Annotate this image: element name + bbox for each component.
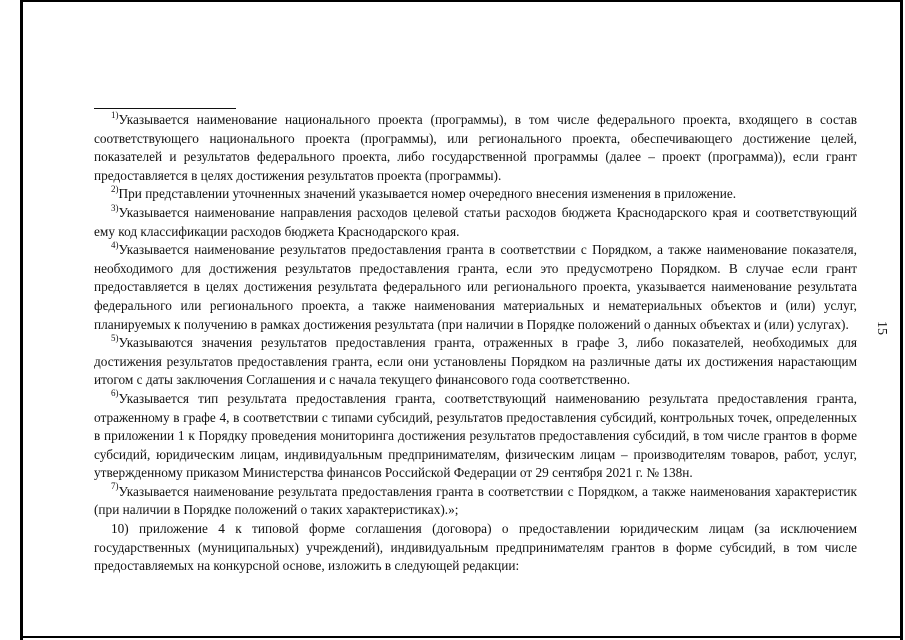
footnote-marker: 7): [111, 481, 119, 492]
footnote-text: При представлении уточненных значений указывается номер очередного внесения изменения в приложение.: [118, 186, 737, 202]
footnote-text: Указывается наименование результата предоставления гранта в соответствии с Порядком, а также наименования характеристик (при наличии в Порядке положений о таких характеристиках).»;: [94, 483, 857, 518]
scan-border-left: [20, 0, 23, 640]
footnote-1: [94, 111, 857, 185]
footnote-2: [94, 185, 857, 204]
footnote-marker: 5): [111, 332, 119, 343]
footnote-marker: 6): [111, 388, 119, 399]
scan-border-right: [900, 0, 903, 640]
document-body: [94, 111, 857, 576]
footnote-separator: [94, 108, 236, 109]
footnote-5: [94, 334, 857, 390]
footnote-4: [94, 241, 857, 334]
footnote-marker: 2): [111, 183, 119, 194]
footnote-text: Указывается наименование направления расходов целевой статьи расходов бюджета Краснодарского края и соответствующий ему код классификации расходов бюджета Краснодарского края.: [94, 204, 857, 239]
scan-border-bottom: [20, 636, 903, 638]
scan-border-top: [20, 0, 903, 2]
footnote-6: [94, 390, 857, 483]
footnote-marker: 3): [111, 202, 119, 213]
footnote-marker: 1): [111, 109, 119, 120]
closing-paragraph: 10) приложение 4 к типовой форме соглашения (договора) о предоставлении юридическим лицам (за исключением государственных (муниципальных) учреждений), индивидуальным предпринимателям грантов в форме субсидий, в том числе предоставляемых на конкурсной основе, изложить в следующей редакции:: [94, 521, 857, 574]
page-number: 15: [874, 321, 889, 335]
footnote-text: Указываются значения результатов предоставления гранта, отраженных в графе 3, либо показателей, необходимых для достижения результатов предоставления гранта, если они установлены Порядком на различные даты их достижения нарастающим итогом с даты заключения Соглашения и с начала текущего финансового года соответственно.: [94, 335, 857, 388]
footnote-3: [94, 204, 857, 241]
footnote-text: Указывается наименование национального проекта (программы), в том числе федерального проекта, входящего в состав соответствующего национального проекта (программы), или регионального проекта, обеспечивающего достижение целей, показателей и результатов федерального проекта, либо государственной программы (далее – проект (программа)), если грант предоставляется в целях достижения результатов проекта (программы).: [94, 112, 857, 183]
footnote-7: [94, 483, 857, 520]
footnote-text: Указывается тип результата предоставления гранта, соответствующий наименованию результата предоставления гранта, отраженному в графе 4, в соответствии с типами субсидий, результатов предоставления субсидий, контрольных точек, определенных в приложении 1 к Порядку проведения мониторинга достижения результатов предоставления субсидий, в том числе грантов в форме субсидий, юридическим лицам, индивидуальным предпринимателям, физическим лицам – производителям товаров, работ, услуг, утвержденному приказом Министерства финансов Российской Федерации от 29 сентября 2021 г. № 138н.: [94, 390, 857, 481]
footnote-marker: 4): [111, 239, 119, 250]
footnote-text: Указывается наименование результатов предоставления гранта в соответствии с Порядком, а также наименование показателя, необходимого для достижения результатов предоставления гранта, если это предусмотрено Порядком. В случае если грант предоставляется в целях достижения результата федерального или регионального проекта, указывается наименование результата федерального или регионального проекта, а также наименования материальных и нематериальных объектов и (или) услуг, планируемых к получению в рамках достижения результата (при наличии в Порядке положений о данных объектах и (или) услугах).: [94, 242, 857, 332]
